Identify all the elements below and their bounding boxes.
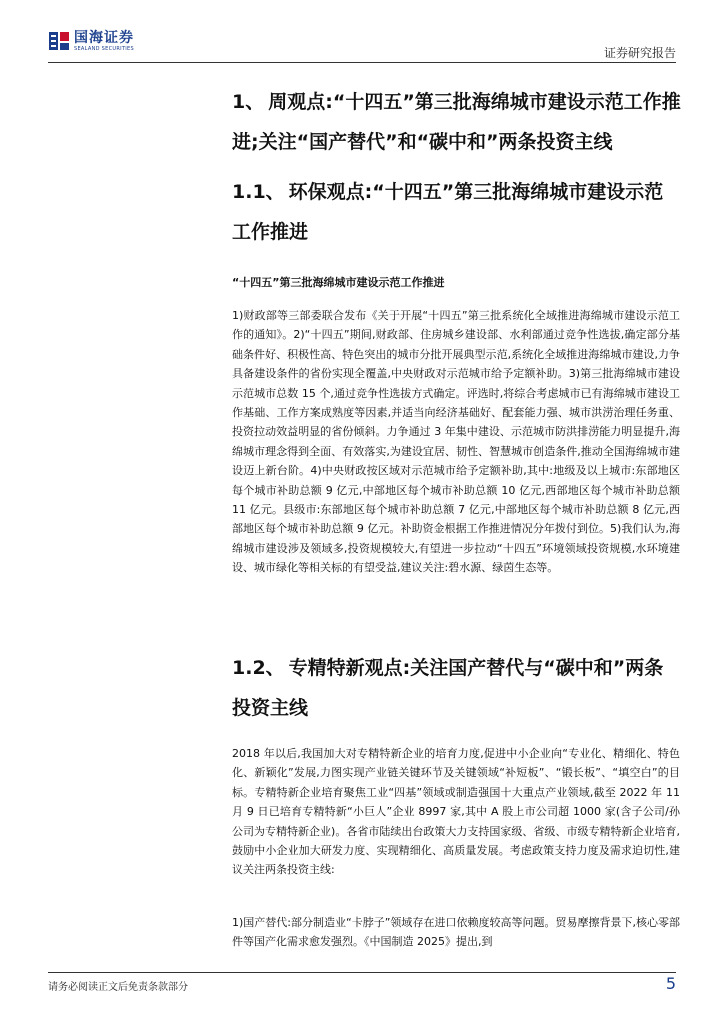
- section-1-2-heading: [232, 648, 682, 728]
- report-type-label: 证券研究报告: [603, 46, 676, 60]
- section-1-1-body: 1)财政部等三部委联合发布《关于开展“十四五”第三批系统化全域推进海绵城市建设示范工作的通知》。2)“十四五”期间,财政部、住房城乡建设部、水利部通过竞争性选拔,确定部分基础条件好、积极性高、特色突出的城市分批开展典型示范,系统化全域推进海绵城市建设,力争具备建设条件的省份实现全覆盖,中央财政对示范城市给予定额补助。3)第三批海绵城市建设示范城市总数 15 个,通过竞争性选拔方式确定。评选时,将综合考虑城市已有海绵城市建设工作基础、工作方案成熟度等因素,并适当向经济基础好、配套能力强、城市洪涝治理任务重、投资拉动效益明显的省份倾斜。力争通过 3 年集中建设、示范城市防洪排涝能力明显提升,海绵城市理念得到全面、有效落实,为建设宜居、韧性、智慧城市创造条件,推动全国海绵城市建设迈上新台阶。4)中央财政按区域对示范城市给予定额补助,其中:地级及以上城市:东部地区每个城市补助总额 9 亿元,中部地区每个城市补助总额 10 亿元,西部地区每个城市补助总额 11 亿元。县级市:东部地区每个城市补助总额 7 亿元,中部地区每个城市补助总额 8 亿元,西部地区每个城市补助总额 9 亿元。补助资金根据工作推进情况分年拨付到位。5)我们认为,海绵城市建设涉及领域多,投资规模较大,有望进一步拉动“十四五”环境领域投资规模,水环境建设、城市绿化等相关标的有望受益,建议关注:碧水源、绿茵生态等。: [232, 309, 680, 575]
- section-1-1-subtitle: “十四五”第三批海绵城市建设示范工作推进: [232, 276, 445, 289]
- logo-english-name: SEALAND SECURITIES: [74, 45, 134, 52]
- section-1-1-heading: [232, 172, 682, 252]
- section-1-heading: [232, 82, 682, 162]
- sealand-logo-icon: [48, 30, 70, 52]
- page-number: 5: [665, 974, 676, 993]
- header-divider: [48, 62, 676, 63]
- section-1-2-title: 专精特新观点:关注国产替代与“碳中和”两条投资主线: [232, 657, 664, 719]
- section-1-1-title: 环保观点:“十四五”第三批海绵城市建设示范工作推进: [232, 181, 664, 243]
- section-1-number: 1、: [232, 91, 265, 113]
- section-1-2-number: 1.2、: [232, 657, 285, 679]
- section-1-title: 周观点:“十四五”第三批海绵城市建设示范工作推进;关注“国产替代”和“碳中和”两条投资主线: [232, 91, 681, 153]
- section-1-2-body-paragraph-1: 2018 年以后,我国加大对专精特新企业的培育力度,促进中小企业向“专业化、精细化、特色化、新颖化”发展,力图实现产业链关键环节及关键领域“补短板”、“锻长板”、“填空白”的目标。专精特新企业培育聚焦工业“四基”领域或制造强国十大重点产业领域,截至 2022 年 11 月 9 日已培育专精特新“小巨人”企业 8997 家,其中 A 股上市公司超 1000 家(含子公司/孙公司为专精特新企业)。各省市陆续出台政策大力支持国家级、省级、市级专精特新企业培育,鼓励中小企业加大研发力度、实现精细化、高质量发展。考虑政策支持力度及需求迫切性,建议关注两条投资主线:: [232, 747, 680, 877]
- company-logo: [48, 30, 134, 52]
- logo-chinese-name: 国海证券: [74, 29, 134, 46]
- disclaimer-note: 请务必阅读正文后免责条款部分: [48, 982, 188, 993]
- section-1-1-number: 1.1、: [232, 181, 285, 203]
- section-1-2-body-paragraph-2: 1)国产替代:部分制造业“卡脖子”领域存在进口依赖度较高等问题。贸易摩擦背景下,核心零部件等国产化需求愈发强烈。《中国制造 2025》提出,到: [232, 916, 680, 949]
- page-header: [48, 26, 676, 66]
- footer-divider: [48, 972, 676, 973]
